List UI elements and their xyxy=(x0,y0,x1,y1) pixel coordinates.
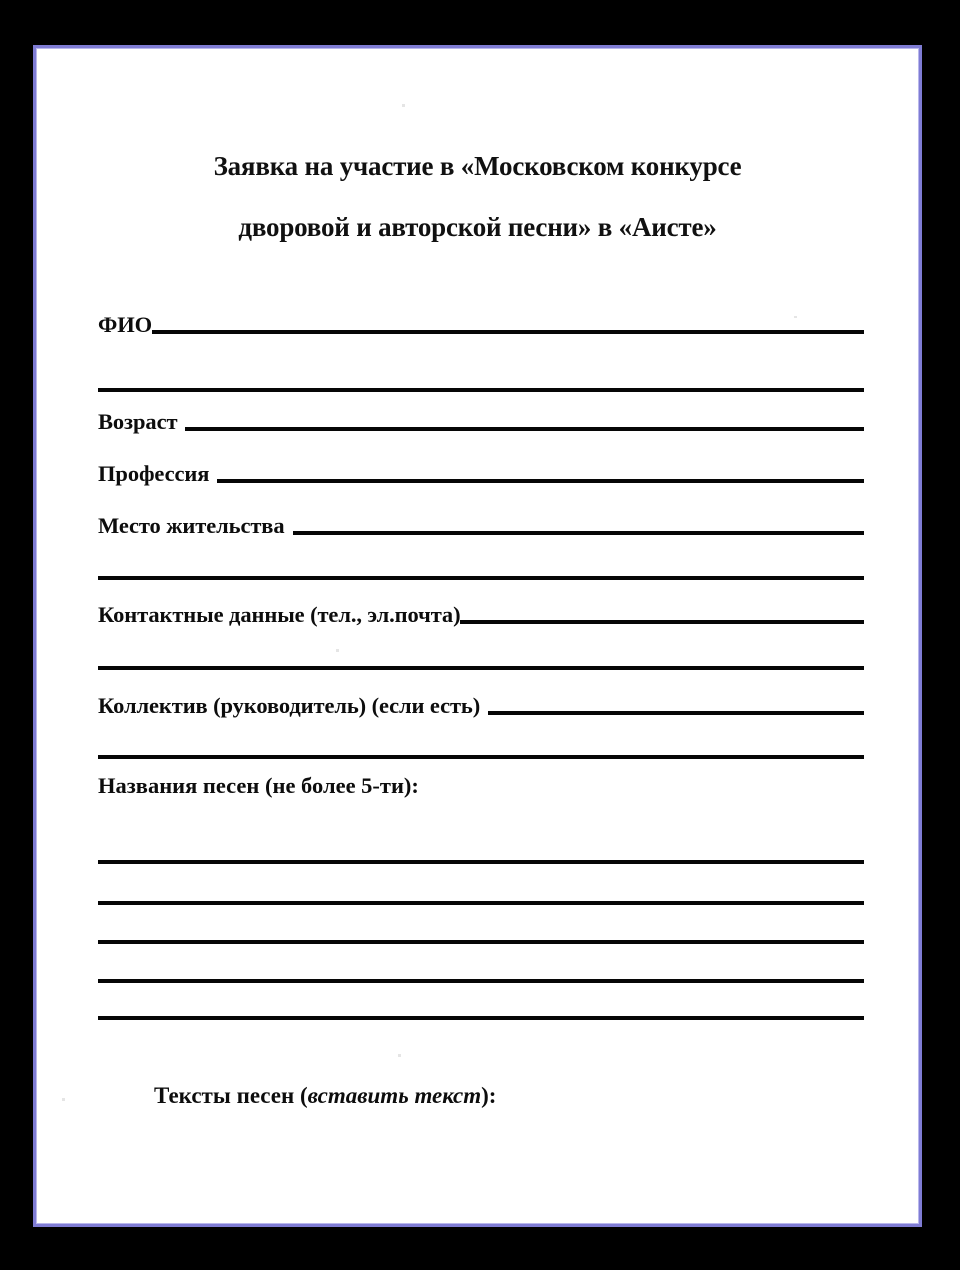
field-row-contacts[interactable] xyxy=(98,593,864,627)
song-title-line[interactable] xyxy=(98,940,864,944)
section-heading-song-titles: Названия песен (не более 5-ти): xyxy=(98,773,419,798)
field-rule-full-name-continued[interactable] xyxy=(98,388,864,392)
field-row-full-name[interactable] xyxy=(98,303,864,337)
song-title-line[interactable] xyxy=(98,979,864,983)
field-row-residence[interactable] xyxy=(98,504,864,538)
field-label-contacts: Контактные данные (тел., эл.почта) xyxy=(98,601,461,627)
field-rule-full-name[interactable] xyxy=(152,330,864,334)
lyrics-suffix: ): xyxy=(481,1083,497,1108)
field-rule-residence-continued[interactable] xyxy=(98,576,864,580)
field-label-age: Возраст xyxy=(98,408,178,434)
song-title-line[interactable] xyxy=(98,860,864,864)
scan-artifact xyxy=(402,104,405,107)
scan-artifact xyxy=(62,1098,65,1101)
field-rule-profession[interactable] xyxy=(217,479,864,483)
scan-artifact xyxy=(398,1054,401,1057)
page-title-line-1: Заявка на участие в «Московском конкурсе xyxy=(213,151,742,181)
song-title-line[interactable] xyxy=(98,1016,864,1020)
scan-artifact xyxy=(336,649,339,652)
field-label-profession: Профессия xyxy=(98,460,210,486)
field-rule-group-continued[interactable] xyxy=(98,755,864,759)
field-rule-group[interactable] xyxy=(488,711,864,715)
scanned-sheet xyxy=(33,45,922,1227)
field-label-full-name: ФИО xyxy=(98,311,153,337)
section-heading-lyrics xyxy=(154,1083,496,1109)
field-label-residence: Место жительства xyxy=(98,512,285,538)
form-content xyxy=(36,48,919,1224)
song-title-line[interactable] xyxy=(98,901,864,905)
field-rule-contacts[interactable] xyxy=(460,620,864,624)
field-rule-residence[interactable] xyxy=(293,531,865,535)
field-label-group: Коллектив (руководитель) (если есть) xyxy=(98,692,481,718)
field-row-profession[interactable] xyxy=(98,452,864,486)
field-rule-age[interactable] xyxy=(185,427,864,431)
lyrics-emphasis: вставить текст xyxy=(307,1083,482,1108)
lyrics-prefix: Тексты песен ( xyxy=(154,1083,308,1108)
field-row-age[interactable] xyxy=(98,400,864,434)
page-title-line-2: дворовой и авторской песни» в «Аисте» xyxy=(238,212,717,242)
field-rule-contacts-continued[interactable] xyxy=(98,666,864,670)
field-row-group[interactable] xyxy=(98,684,864,718)
